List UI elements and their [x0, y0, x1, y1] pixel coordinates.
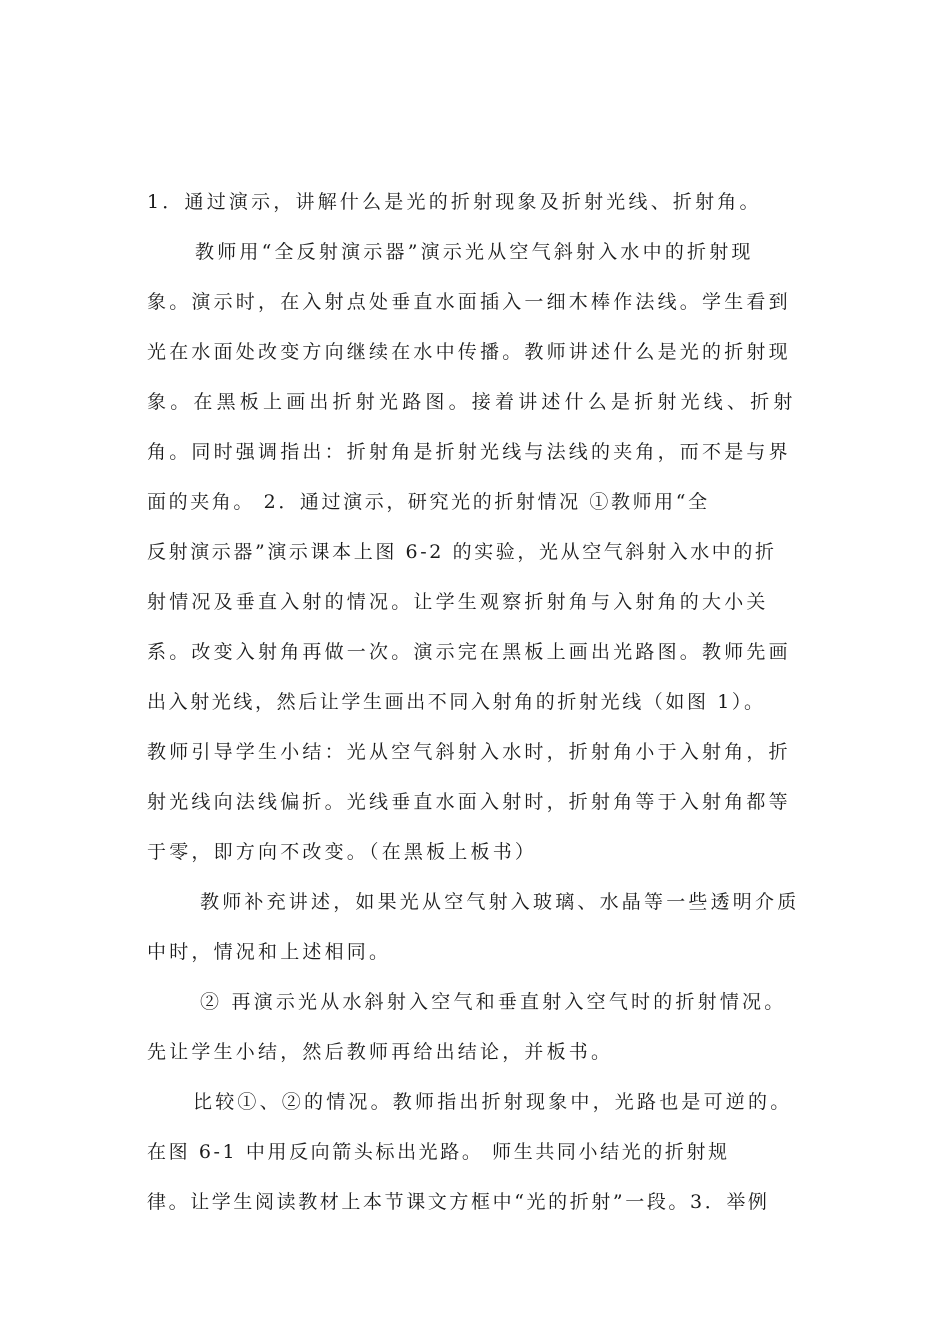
text-line-19: 比较①、②的情况。教师指出折射现象中，光路也是可逆的。 [193, 1091, 793, 1113]
text-line-16: 中时，情况和上述相同。 [147, 941, 392, 963]
text-line-10: 系。改变入射角再做一次。演示完在黑板上画出光路图。教师先画 [147, 641, 791, 663]
text-line-8: 反射演示器”演示课本上图 6-2 的实验，光从空气斜射入水中的折 [147, 541, 777, 563]
text-line-9: 射情况及垂直入射的情况。让学生观察折射角与入射角的大小关 [147, 591, 769, 613]
text-line-20: 在图 6-1 中用反向箭头标出光路。 师生共同小结光的折射规 [147, 1141, 730, 1163]
text-line-12: 教师引导学生小结：光从空气斜射入水时，折射角小于入射角，折 [147, 741, 791, 763]
text-line-2: 教师用“全反射演示器”演示光从空气斜射入水中的折射现 [195, 241, 754, 263]
text-line-4: 光在水面处改变方向继续在水中传播。教师讲述什么是光的折射现 [147, 341, 791, 363]
text-line-18: 先让学生小结，然后教师再给出结论，并板书。 [147, 1041, 614, 1063]
text-line-1: 1．通过演示，讲解什么是光的折射现象及折射光线、折射角。 [147, 191, 762, 213]
text-line-15: 教师补充讲述，如果光从空气射入玻璃、水晶等一些透明介质 [200, 891, 800, 913]
text-line-6: 角。同时强调指出：折射角是折射光线与法线的夹角，而不是与界 [147, 441, 791, 463]
text-line-14: 于零，即方向不改变。（在黑板上板书） [147, 841, 538, 863]
text-line-7: 面的夹角。 2．通过演示，研究光的折射情况 ①教师用“全 [147, 491, 710, 513]
text-line-3: 象。演示时，在入射点处垂直水面插入一细木棒作法线。学生看到 [147, 291, 791, 313]
text-line-11: 出入射光线，然后让学生画出不同入射角的折射光线（如图 1）。 [147, 691, 766, 713]
text-line-21: 律。让学生阅读教材上本节课文方框中“光的折射”一段。3．举例 [147, 1191, 770, 1213]
text-line-5: 象。在黑板上画出折射光路图。接着讲述什么是折射光线、折射 [147, 391, 797, 413]
text-line-17: ② 再演示光从水斜射入空气和垂直射入空气时的折射情况。 [200, 991, 787, 1013]
text-line-13: 射光线向法线偏折。光线垂直水面入射时，折射角等于入射角都等 [147, 791, 791, 813]
